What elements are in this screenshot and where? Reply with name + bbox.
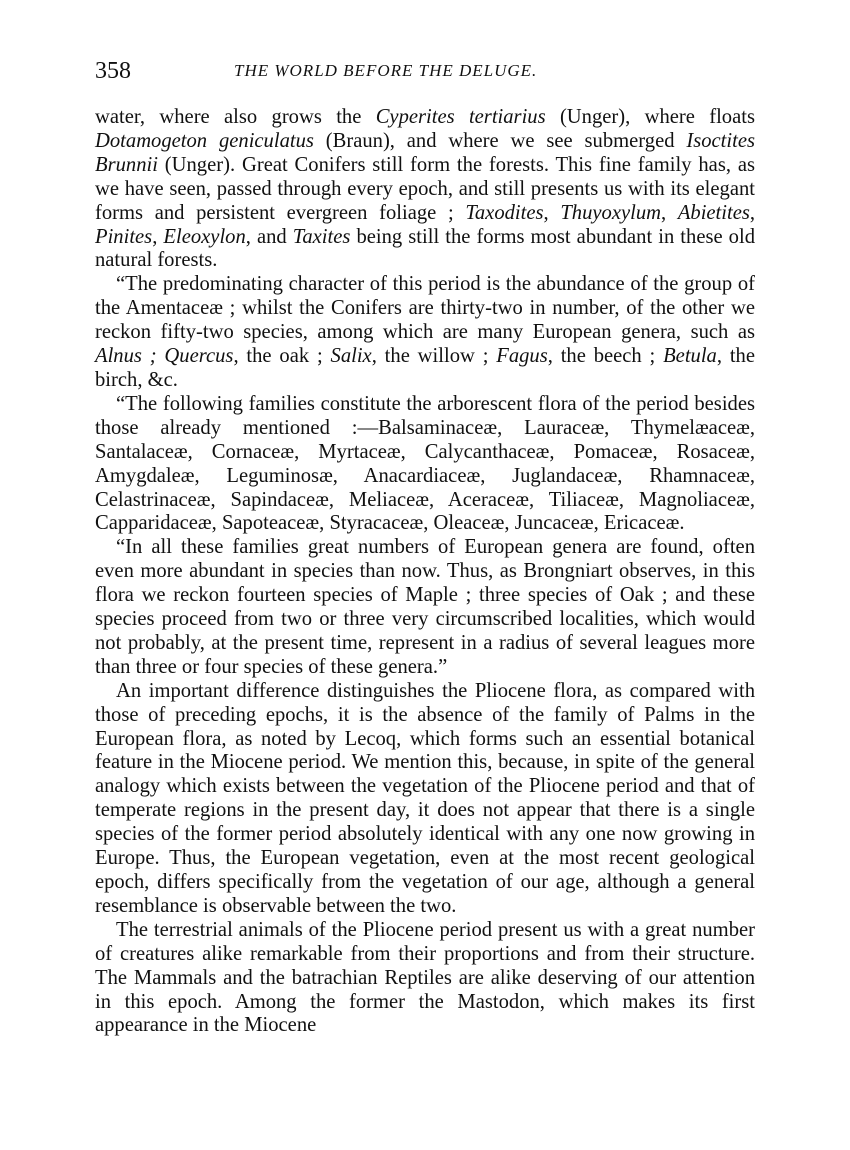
text-run: “In all these families great numbers of European genera are found, often even more abundant in species than now. Thus, as Brongniart observes, in this flora we reckon fourteen species of Maple ; three species of Oak ; and these species proceed from two or three very circumscribed localities, which would not probably, at the present time, represent in a radius of several leagues more than three or four species of these genera.” xyxy=(95,536,755,678)
paragraph xyxy=(95,106,755,273)
paragraph xyxy=(95,273,755,393)
paragraph xyxy=(95,393,755,536)
text-run: , the oak ; xyxy=(233,345,331,368)
species-name: Taxites xyxy=(292,225,351,248)
text-run: , xyxy=(543,201,561,224)
species-name: Cyperites tertiarius xyxy=(375,106,546,128)
paragraph xyxy=(95,680,755,919)
text-run: An important difference distinguishes the Pliocene flora, as compared with those of preceding epochs, it is the absence of the family of Palms in the European flora, as noted by Lecoq, which forms such an essential botanical feature in the Miocene period. We mention this, because, in spite of the general analogy which exists between the vegetation of the Pliocene period and that of temperate regions in the present day, it does not appear that there is a single species of the former period absolutely identical with any one now growing in Europe. Thus, the European vegetation, even at the most recent geological epoch, differs specifically from the vegetation of our age, although a general resemblance is observable between the two. xyxy=(95,679,755,917)
text-run: water, where also grows the xyxy=(95,106,376,128)
text-run: (Unger), where floats xyxy=(545,106,755,128)
book-page xyxy=(95,56,755,1038)
species-name: Fagus xyxy=(496,345,548,368)
species-name: Abietites xyxy=(677,201,750,224)
text-run: being still the forms most abundant in these old natural forests. xyxy=(95,225,755,272)
text-run: (Unger). Great Conifers still form the forests. This fine family has, as we have seen, passed through every epoch, and still presents us with its elegant forms and persistent evergreen foliage ; xyxy=(95,153,755,224)
text-run: , xyxy=(661,201,678,224)
page-header xyxy=(95,56,755,86)
paragraph xyxy=(95,536,755,679)
species-name: Alnus ; Quercus xyxy=(95,345,234,368)
text-run: , the willow ; xyxy=(371,345,497,368)
species-name: Thuyoxylum xyxy=(560,201,661,224)
paragraph xyxy=(95,919,755,1039)
running-title: THE WORLD BEFORE THE DELUGE. xyxy=(234,61,538,80)
text-run: , the birch, &c. xyxy=(95,345,755,391)
text-run: , xyxy=(749,201,756,224)
body-text xyxy=(95,106,755,1038)
species-name: Eleoxylon xyxy=(163,225,246,248)
text-run: , the beech ; xyxy=(547,345,664,368)
species-name: Betula xyxy=(663,345,717,368)
page-number: 358 xyxy=(95,58,131,84)
text-run: The terrestrial animals of the Pliocene period present us with a great number of creatures alike remarkable from their proportions and from their structure. The Mammals and the batrachian Reptiles are alike deserving of our attention in this epoch. Among the former the Mastodon, which makes its first appearance in the Miocene xyxy=(95,918,755,1037)
text-run: “The predominating character of this period is the abundance of the group of the Amentaceæ ; whilst the Conifers are thirty-two in number, of the other we reckon fifty-two species, among which are many European genera, such as xyxy=(95,273,755,344)
text-run: (Braun), and where we see submerged xyxy=(313,129,687,152)
species-name: Salix xyxy=(330,345,372,368)
text-run: , and xyxy=(245,225,293,248)
species-name: Isoctites Brunnii xyxy=(95,129,755,176)
species-name: Dotamogeton geniculatus xyxy=(95,129,314,152)
text-run: , xyxy=(152,225,164,248)
text-run: “The following families constitute the arborescent flora of the period besides those already mentioned :—Balsaminaceæ, Lauraceæ, Thymelæaceæ, Santalaceæ, Cornaceæ, Myrtaceæ, Calycanthaceæ, Pomaceæ, Rosaceæ, Amygdaleæ, Leguminosæ, Anacardiaceæ, Juglandaceæ, Rhamnaceæ, Celastrinaceæ, Sapindaceæ, Meliaceæ, Aceraceæ, Tiliaceæ, Magnoliaceæ, Capparidaceæ, Sapoteaceæ, Styracaceæ, Oleaceæ, Juncaceæ, Ericaceæ. xyxy=(95,392,755,535)
species-name: Pinites xyxy=(95,225,153,248)
species-name: Taxodites xyxy=(465,201,544,224)
